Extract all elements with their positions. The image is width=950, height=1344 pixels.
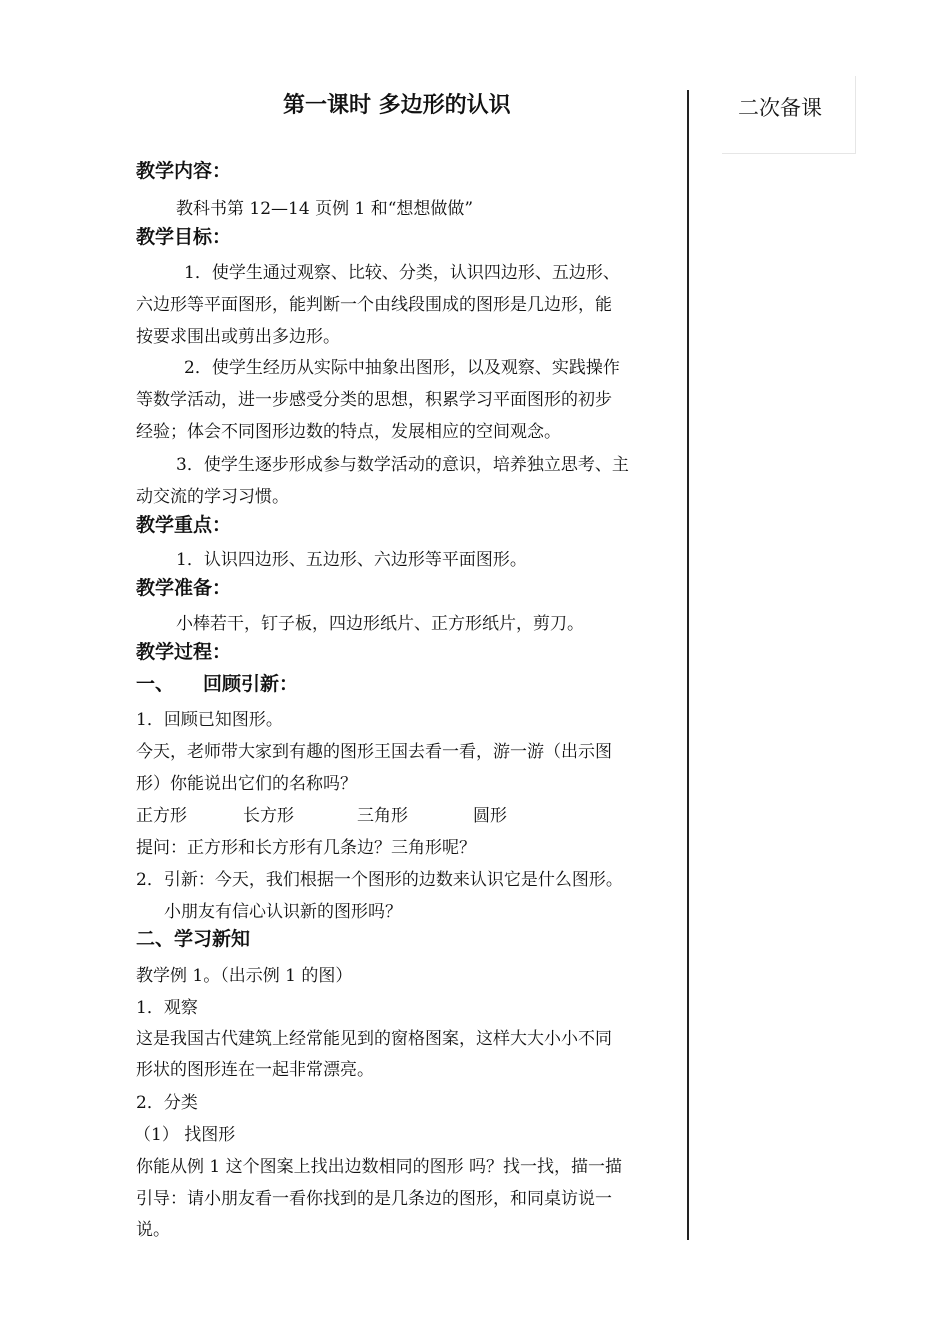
key-text: 1．认识四边形、五边形、六边形等平面图形。 [176, 550, 527, 570]
goal-3-line-1: 3．使学生逐步形成参与数学活动的意识，培养独立思考、主 [176, 455, 629, 475]
find-line-3: 说。 [136, 1220, 170, 1240]
goal-1-line-1: 1．使学生通过观察、比较、分类，认识四边形、五边形、 [184, 263, 620, 283]
question-text: 提问：正方形和长方形有几条边？三角形呢？ [136, 838, 476, 858]
shape-name-circle: 圆形 [473, 806, 507, 826]
part-2-heading: 二、学习新知 [136, 928, 251, 950]
example-line: 教学例 1。（出示例 1 的图） [136, 966, 353, 986]
lead-in-line-1: 2．引新：今天，我们根据一个图形的边数来认识它是什么图形。 [136, 870, 623, 890]
find-line-2: 引导：请小朋友看一看你找到的是几条边的图形，和同桌访说一 [136, 1189, 612, 1209]
shape-name-square: 正方形 [136, 806, 187, 826]
lead-in-line-2: 小朋友有信心认识新的图形吗？ [164, 902, 402, 922]
column-divider [687, 90, 689, 1240]
process-heading: 教学过程： [136, 641, 232, 663]
part-1-number: 一、 [136, 673, 175, 695]
goal-2-line-3: 经验；体会不同图形边数的特点，发展相应的空间观念。 [136, 422, 561, 442]
prep-heading: 教学准备： [136, 577, 232, 599]
find-shapes-step: （1） 找图形 [134, 1125, 236, 1145]
page-title: 第一课时 多边形的认识 [283, 92, 511, 118]
goals-heading: 教学目标： [136, 226, 232, 248]
classify-step: 2．分类 [136, 1093, 198, 1113]
prep-text: 小棒若干，钉子板，四边形纸片、正方形纸片，剪刀。 [176, 614, 584, 634]
second-prep-label: 二次备课 [738, 96, 822, 120]
observe-step: 1．观察 [136, 998, 198, 1018]
shape-name-rectangle: 长方形 [243, 806, 294, 826]
goal-3-line-2: 动交流的学习习惯。 [136, 487, 289, 507]
review-step: 1．回顾已知图形。 [136, 710, 283, 730]
intro-line-1: 今天，老师带大家到有趣的图形王国去看一看，游一游（出示图 [136, 742, 612, 762]
key-heading: 教学重点： [136, 514, 232, 536]
find-line-1: 你能从例 1 这个图案上找出边数相同的图形 吗？找一找，描一描 [136, 1157, 623, 1177]
goal-2-line-2: 等数学活动，进一步感受分类的思想，积累学习平面图形的初步 [136, 390, 612, 410]
second-prep-box [722, 76, 856, 154]
goal-1-line-3: 按要求围出或剪出多边形。 [136, 327, 340, 347]
goal-1-line-2: 六边形等平面图形，能判断一个由线段围成的图形是几边形，能 [136, 295, 612, 315]
shape-name-triangle: 三角形 [357, 806, 408, 826]
intro-line-2: 形）你能说出它们的名称吗？ [136, 774, 357, 794]
observe-line-2: 形状的图形连在一起非常漂亮。 [136, 1060, 374, 1080]
content-text: 教科书第 12—14 页例 1 和“想想做做” [176, 199, 474, 219]
observe-line-1: 这是我国古代建筑上经常能见到的窗格图案，这样大大小小不同 [136, 1029, 612, 1049]
goal-2-line-1: 2．使学生经历从实际中抽象出图形，以及观察、实践操作 [184, 358, 620, 378]
content-heading: 教学内容： [136, 160, 232, 182]
part-1-title: 回顾引新： [203, 673, 299, 695]
